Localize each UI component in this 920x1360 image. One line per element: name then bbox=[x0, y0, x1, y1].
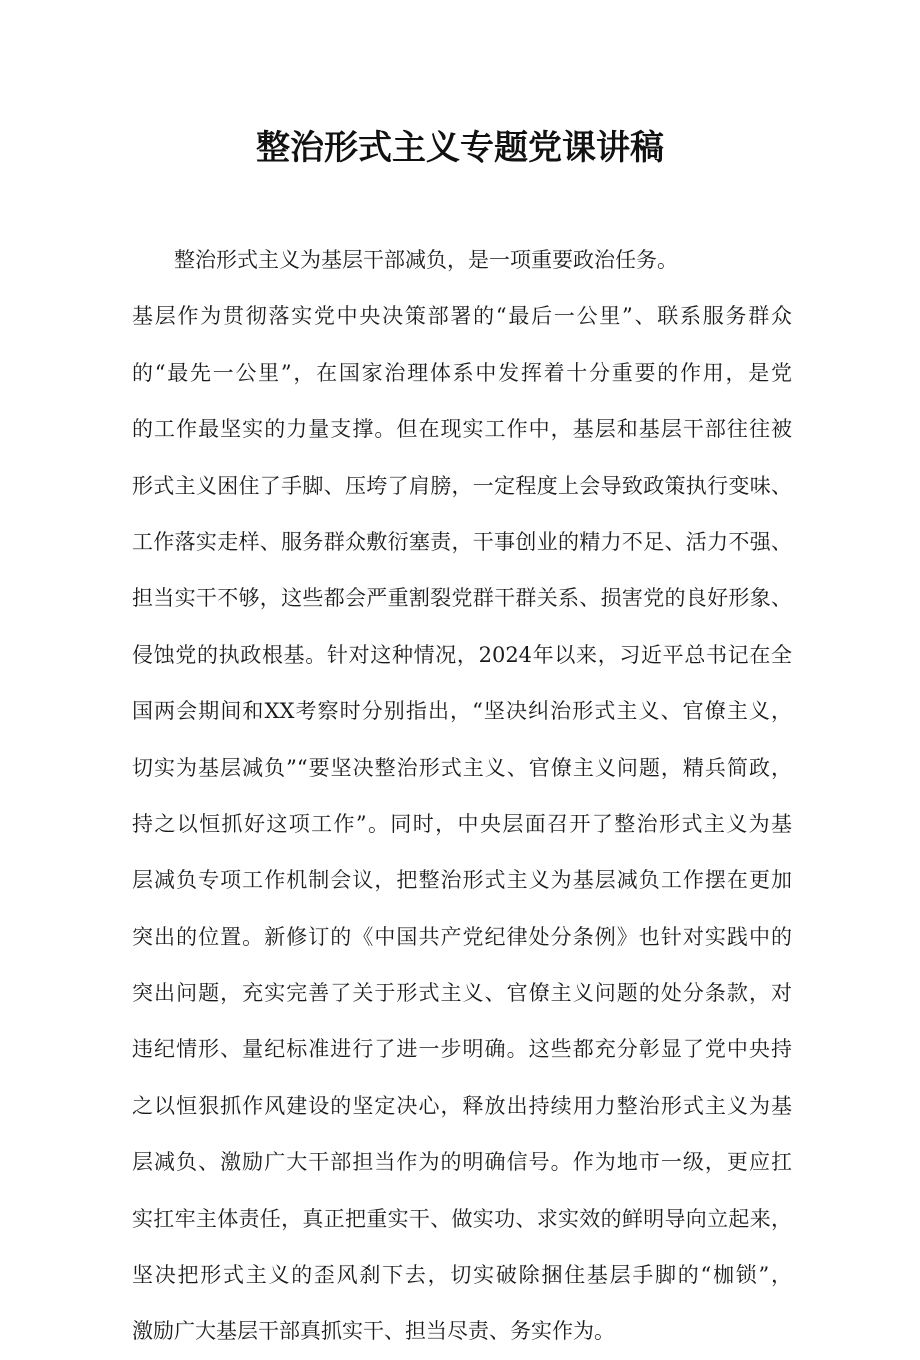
text-line: 基层作为贯彻落实党中央决策部署的“最后一公里”、联系服务群众 bbox=[132, 304, 792, 329]
text-line: 坚决把形式主义的歪风刹下去，切实破除捆住基层手脚的“枷锁”， bbox=[132, 1263, 792, 1288]
text-line: 突出的位置。新修订的《中国共产党纪律处分条例》也针对实践中的 bbox=[132, 924, 792, 949]
text-line: 形式主义困住了手脚、压垮了肩膀，一定程度上会导致政策执行变味、 bbox=[132, 473, 792, 498]
document-title: 整治形式主义专题党课讲稿 bbox=[256, 128, 664, 168]
text-line: 持之以恒抓好这项工作”。同时，中央层面召开了整治形式主义为基 bbox=[132, 811, 792, 836]
body-paragraph bbox=[132, 232, 792, 1360]
text-line: 整治形式主义为基层干部减负，是一项重要政治任务。 bbox=[174, 248, 678, 272]
text-line: 突出问题，充实完善了关于形式主义、官僚主义问题的处分条款，对 bbox=[132, 981, 792, 1006]
text-line: 层减负专项工作机制会议，把整治形式主义为基层减负工作摆在更加 bbox=[132, 868, 792, 893]
text-line: 国两会期间和XX考察时分别指出，“坚决纠治形式主义、官僚主义， bbox=[132, 699, 792, 724]
text-line: 实扛牢主体责任，真正把重实干、做实功、求实效的鲜明导向立起来， bbox=[132, 1206, 792, 1231]
text-line: 激励广大基层干部真抓实干、担当尽责、务实作为。 bbox=[132, 1319, 615, 1344]
text-line: 违纪情形、量纪标准进行了进一步明确。这些都充分彰显了党中央持 bbox=[132, 1037, 792, 1062]
text-line: 的“最先一公里”，在国家治理体系中发挥着十分重要的作用，是党 bbox=[132, 360, 792, 385]
text-line: 之以恒狠抓作风建设的坚定决心，释放出持续用力整治形式主义为基 bbox=[132, 1093, 792, 1118]
text-line: 工作落实走样、服务群众敷衍塞责，干事创业的精力不足、活力不强、 bbox=[132, 529, 792, 554]
text-line: 的工作最坚实的力量支撑。但在现实工作中，基层和基层干部往往被 bbox=[132, 417, 792, 442]
text-line: 切实为基层减负”“要坚决整治形式主义、官僚主义问题，精兵简政， bbox=[132, 755, 792, 780]
text-line: 层减负、激励广大干部担当作为的明确信号。作为地市一级，更应扛 bbox=[132, 1150, 792, 1175]
text-line: 侵蚀党的执政根基。针对这种情况，2024年以来，习近平总书记在全 bbox=[132, 642, 792, 667]
text-line: 担当实干不够，这些都会严重割裂党群干群关系、损害党的良好形象、 bbox=[132, 586, 792, 611]
